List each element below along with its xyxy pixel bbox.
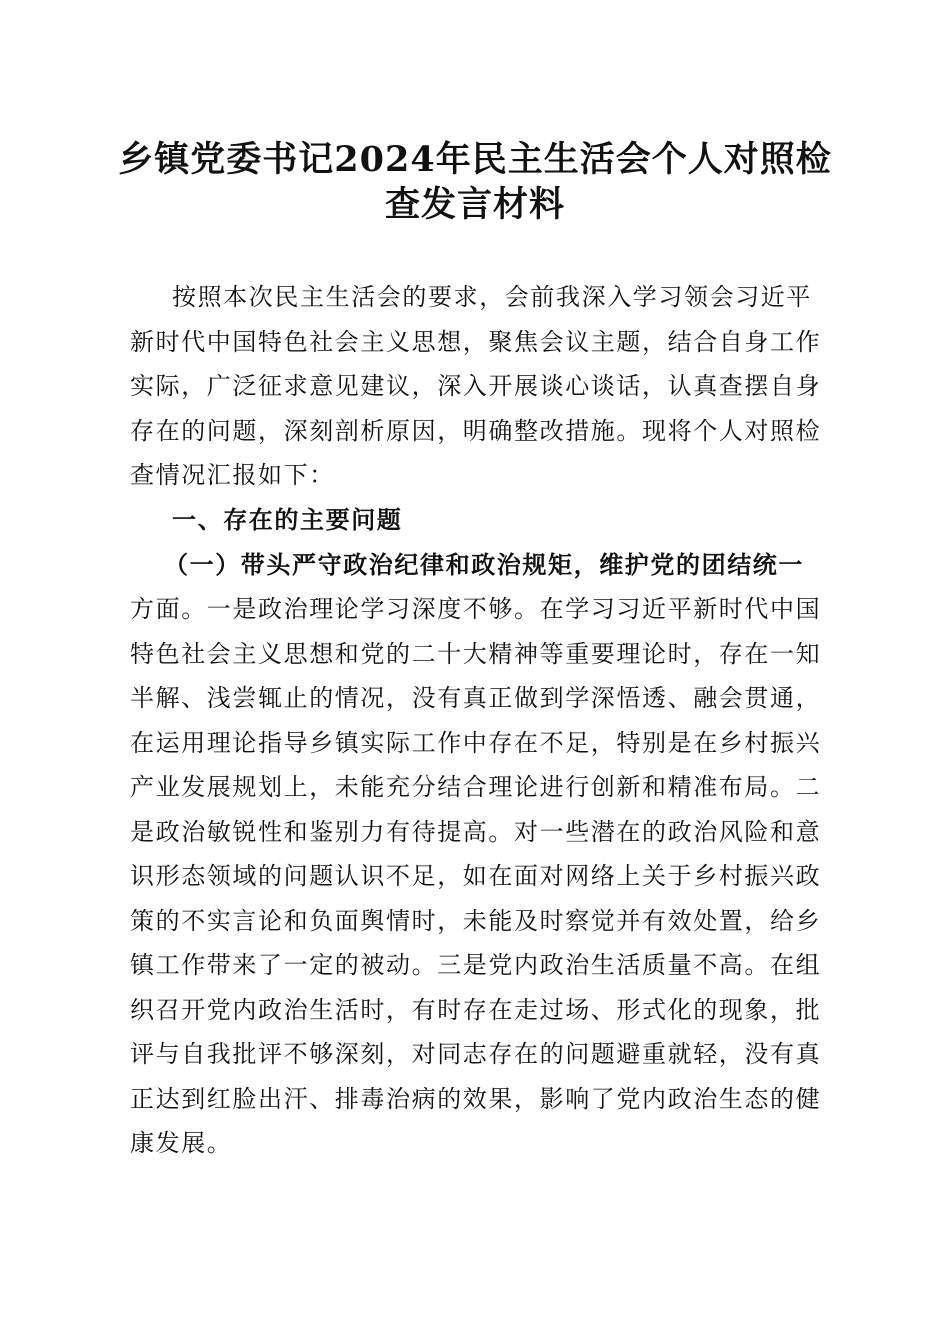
body-line: 在运用理论指导乡镇实际工作中存在不足，特别是在乡村振兴 (130, 729, 822, 757)
intro-line: 存在的问题，深刻剖析原因，明确整改措施。现将个人对照检 (130, 417, 822, 445)
body-line: 镇工作带来了一定的被动。三是党内政治生活质量不高。在组 (130, 951, 822, 979)
body-line: 策的不实言论和负面舆情时，未能及时察觉并有效处置，给乡 (130, 907, 822, 935)
body-line: 产业发展规划上，未能充分结合理论进行创新和精准布局。二 (130, 773, 822, 801)
intro-line: 按照本次民主生活会的要求，会前我深入学习领会习近平 (172, 283, 812, 311)
intro-line: 查情况汇报如下： (130, 461, 335, 489)
body-line: 康发展。 (130, 1129, 233, 1157)
body-line: 识形态领域的问题认识不足，如在面对网络上关于乡村振兴政 (130, 862, 822, 890)
body-line: 特色社会主义思想和党的二十大精神等重要理论时，存在一知 (130, 640, 822, 668)
body-line: 方面。一是政治理论学习深度不够。在学习习近平新时代中国 (130, 595, 822, 623)
subsection-title: （一）带头严守政治纪律和政治规矩，维护党的团结统一 (164, 550, 804, 579)
intro-line: 实际，广泛征求意见建议，深入开展谈心谈话，认真查摆自身 (130, 372, 822, 400)
body-line: 半解、浅尝辄止的情况，没有真正做到学深悟透、融会贯通， (130, 684, 822, 712)
document-title-line-1: 乡镇党委书记2024年民主生活会个人对照检 (118, 139, 832, 180)
document-title-line-2: 查发言材料 (384, 184, 565, 225)
section-heading: 一、存在的主要问题 (172, 506, 403, 534)
intro-line: 新时代中国特色社会主义思想，聚焦会议主题，结合自身工作 (130, 328, 822, 356)
body-line: 是政治敏锐性和鉴别力有待提高。对一些潜在的政治风险和意 (130, 818, 822, 846)
body-line: 正达到红脸出汗、排毒治病的效果，影响了党内政治生态的健 (130, 1085, 822, 1113)
body-line: 织召开党内政治生活时，有时存在走过场、形式化的现象，批 (130, 996, 822, 1024)
body-line: 评与自我批评不够深刻，对同志存在的问题避重就轻，没有真 (130, 1040, 822, 1068)
